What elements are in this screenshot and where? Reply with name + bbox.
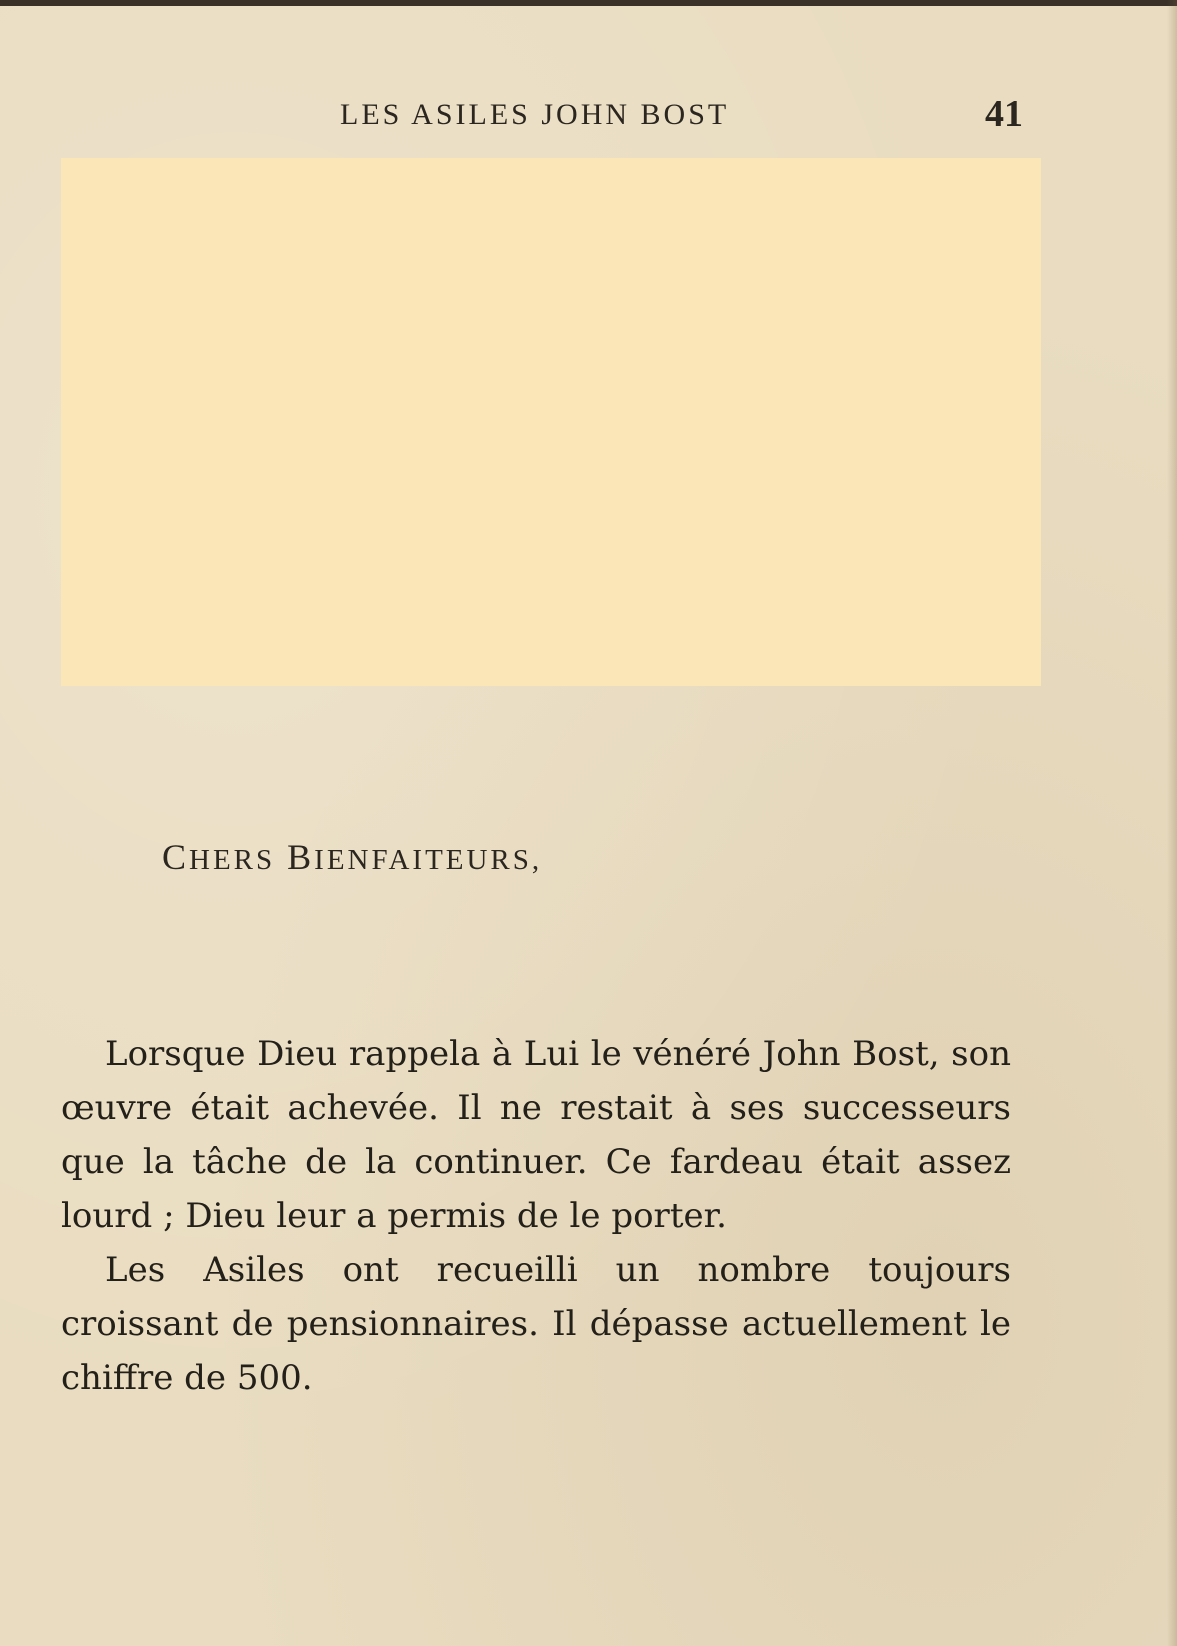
page-top-edge [0, 0, 1177, 6]
running-head: LES ASILES JOHN BOST [340, 98, 730, 131]
page-number: 41 [985, 93, 1023, 135]
paragraph: Les Asiles ont recueilli un nombre toujours croissant de pensionnaires. Il dépasse actuellement le chiffre de 500. [61, 1250, 1011, 1398]
salutation-rest-2: IENFAITEURS, [314, 844, 543, 876]
salutation-initial-2: B [287, 837, 315, 877]
page-right-edge [1167, 0, 1177, 1646]
salutation-initial-1: C [162, 837, 190, 877]
salutation-rest-1: HERS [189, 844, 276, 876]
illustration-placeholder [61, 158, 1041, 686]
paragraph: Lorsque Dieu rappela à Lui le vénéré John Bost, son œuvre était achevée. Il ne restait à ses successeurs que la tâche de la continuer. Ce fardeau était assez lourd ; Dieu leur a permis de le porter. [61, 1034, 1011, 1236]
salutation-heading [162, 836, 542, 878]
body-text [61, 1027, 1011, 1405]
